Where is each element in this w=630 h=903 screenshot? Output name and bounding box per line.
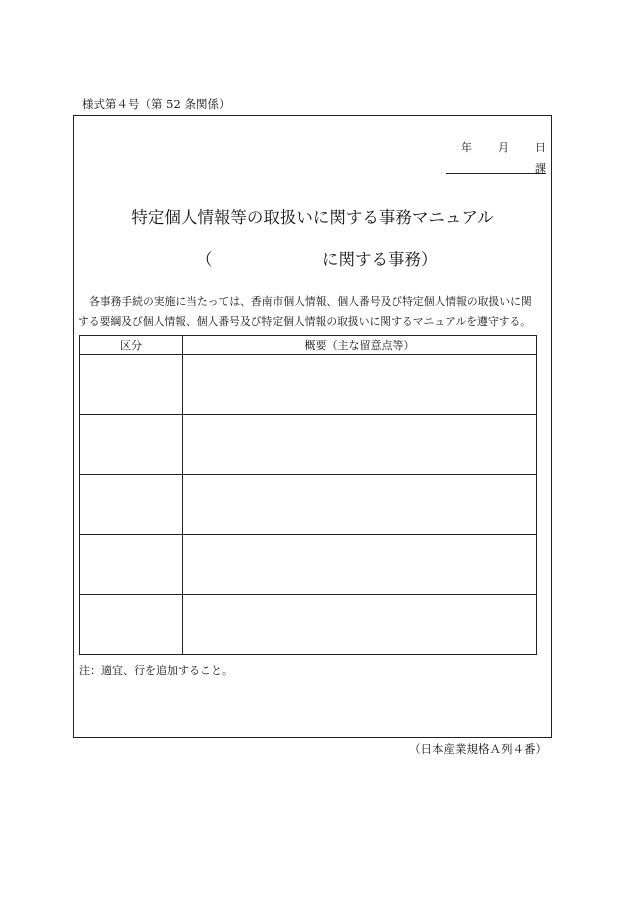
table-row xyxy=(80,535,537,595)
section-underline xyxy=(446,173,546,174)
form-number-label: 様式第４号（第 52 条関係） xyxy=(82,97,231,111)
summary-cell[interactable] xyxy=(183,475,537,535)
date-month-label: 月 xyxy=(498,141,509,154)
date-field xyxy=(461,139,546,155)
table-row xyxy=(80,475,537,535)
table-header-row xyxy=(80,336,537,355)
table-row xyxy=(80,355,537,415)
table-note: 注：適宜、行を追加すること。 xyxy=(79,664,233,677)
summary-cell[interactable] xyxy=(183,595,537,655)
date-year-label: 年 xyxy=(461,141,472,154)
category-cell[interactable] xyxy=(80,355,183,415)
section-label: 課 xyxy=(535,162,546,175)
table-row xyxy=(80,595,537,655)
summary-cell[interactable] xyxy=(183,355,537,415)
table-row xyxy=(80,415,537,475)
category-cell[interactable] xyxy=(80,595,183,655)
subtitle-open-paren: （ xyxy=(196,250,213,269)
manual-table xyxy=(79,335,537,655)
category-cell[interactable] xyxy=(80,475,183,535)
paper-size-footer: （日本産業規格Ａ列４番） xyxy=(409,742,547,756)
header-summary: 概要（主な留意点等） xyxy=(183,336,537,355)
header-category: 区分 xyxy=(80,336,183,355)
body-text-line-2: する要綱及び個人情報、個人番号及び特定個人情報の取扱いに関するマニュアルを遵守する。 xyxy=(78,315,532,328)
summary-cell[interactable] xyxy=(183,535,537,595)
category-cell[interactable] xyxy=(80,415,183,475)
document-title: 特定個人情報等の取扱いに関する事務マニュアル xyxy=(131,208,494,227)
subtitle-text: に関する事務） xyxy=(322,250,438,269)
body-text-line-1: 各事務手続の実施に当たっては、香南市個人情報、個人番号及び特定個人情報の取扱いに関 xyxy=(89,295,532,308)
summary-cell[interactable] xyxy=(183,415,537,475)
category-cell[interactable] xyxy=(80,535,183,595)
date-day-label: 日 xyxy=(535,141,546,154)
